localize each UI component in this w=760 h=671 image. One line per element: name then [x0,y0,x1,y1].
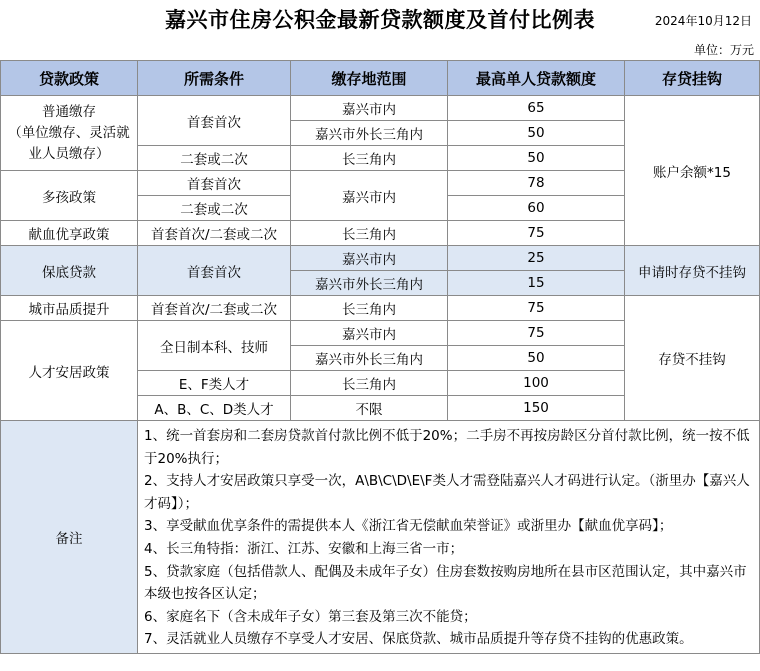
amount-cell: 25 [448,246,625,271]
notes-label: 备注 [1,421,138,654]
range-cell: 不限 [291,396,448,421]
range-cell: 长三角内 [291,221,448,246]
table-title: 嘉兴市住房公积金最新贷款额度及首付比例表 [165,8,595,32]
header-amount: 最高单人贷款额度 [448,61,625,96]
condition-cell: 全日制本科、技师 [138,321,291,371]
note-item: 4、长三角特指：浙江、江苏、安徽和上海三省一市； [144,540,464,557]
range-cell: 长三角内 [291,146,448,171]
linkage-balance: 账户余额*15 [625,96,760,246]
range-cell: 嘉兴市内 [291,96,448,121]
note-item: 7、灵活就业人员缴存不享受人才安居、保底贷款、城市品质提升等存贷不挂钩的优惠政策。 [144,631,693,648]
header-policy: 贷款政策 [1,61,138,96]
range-cell: 嘉兴市内 [291,246,448,271]
linkage-none: 存贷不挂钩 [625,296,760,421]
condition-cell: 首套首次 [138,96,291,146]
range-cell: 长三角内 [291,296,448,321]
table-row [1,96,760,121]
amount-cell: 50 [448,146,625,171]
amount-cell: 75 [448,321,625,346]
condition-cell: 首套首次/二套或二次 [138,221,291,246]
note-item: 1、统一首套房和二套房贷款首付款比例不低于20%；二手房不再按房龄区分首付款比例，统一按不低于20%执行； [144,428,750,467]
amount-cell: 150 [448,396,625,421]
range-cell: 嘉兴市内 [291,321,448,346]
header-condition: 所需条件 [138,61,291,96]
note-item: 5、贷款家庭（包括借款人、配偶及未成年子女）住房套数按购房地所在县市区范围认定，其中嘉兴市本级也按各区认定； [144,563,747,603]
condition-cell: 首套首次/二套或二次 [138,296,291,321]
notes-content [138,421,760,654]
policy-multi-child: 多孩政策 [1,171,138,221]
amount-cell: 65 [448,96,625,121]
note-item: 2、支持人才安居政策只享受一次，A\B\C\D\E\F类人才需登陆嘉兴人才码进行认定。（浙里办【嘉兴人才码】）； [144,473,750,512]
policy-city-quality: 城市品质提升 [1,296,138,321]
amount-cell: 15 [448,271,625,296]
table-row [1,246,760,271]
policy-blood: 献血优享政策 [1,221,138,246]
linkage-apply-time: 申请时存贷不挂钩 [625,246,760,296]
condition-cell: 首套首次 [138,171,291,196]
amount-cell: 75 [448,221,625,246]
header-row [1,61,760,96]
note-item: 3、享受献血优享条件的需提供本人《浙江省无偿献血荣誉证》或浙里办【献血优享码】； [144,518,673,535]
condition-cell: 首套首次 [138,246,291,296]
range-cell: 嘉兴市内 [291,171,448,221]
condition-cell: 二套或二次 [138,146,291,171]
note-item: 6、家庭名下（含未成年子女）第三套及第三次不能贷； [144,608,477,625]
range-cell: 长三角内 [291,371,448,396]
unit-label: 单位：万元 [693,43,754,57]
amount-cell: 50 [448,121,625,146]
loan-table [0,60,760,654]
amount-cell: 75 [448,296,625,321]
amount-cell: 100 [448,371,625,396]
amount-cell: 60 [448,196,625,221]
header-linkage: 存贷挂钩 [625,61,760,96]
notes-row [1,421,760,654]
range-cell: 嘉兴市外长三角内 [291,271,448,296]
title-row [0,0,760,40]
header-range: 缴存地范围 [291,61,448,96]
date-label: 2024年10月12日 [654,14,752,28]
amount-cell: 78 [448,171,625,196]
condition-cell: A、B、C、D类人才 [138,396,291,421]
condition-cell: E、F类人才 [138,371,291,396]
range-cell: 嘉兴市外长三角内 [291,121,448,146]
range-cell: 嘉兴市外长三角内 [291,346,448,371]
table-row [1,296,760,321]
condition-cell: 二套或二次 [138,196,291,221]
policy-normal: 普通缴存 （单位缴存、灵活就业人员缴存） [1,96,138,171]
amount-cell: 50 [448,346,625,371]
policy-talent: 人才安居政策 [1,321,138,421]
policy-guarantee: 保底贷款 [1,246,138,296]
